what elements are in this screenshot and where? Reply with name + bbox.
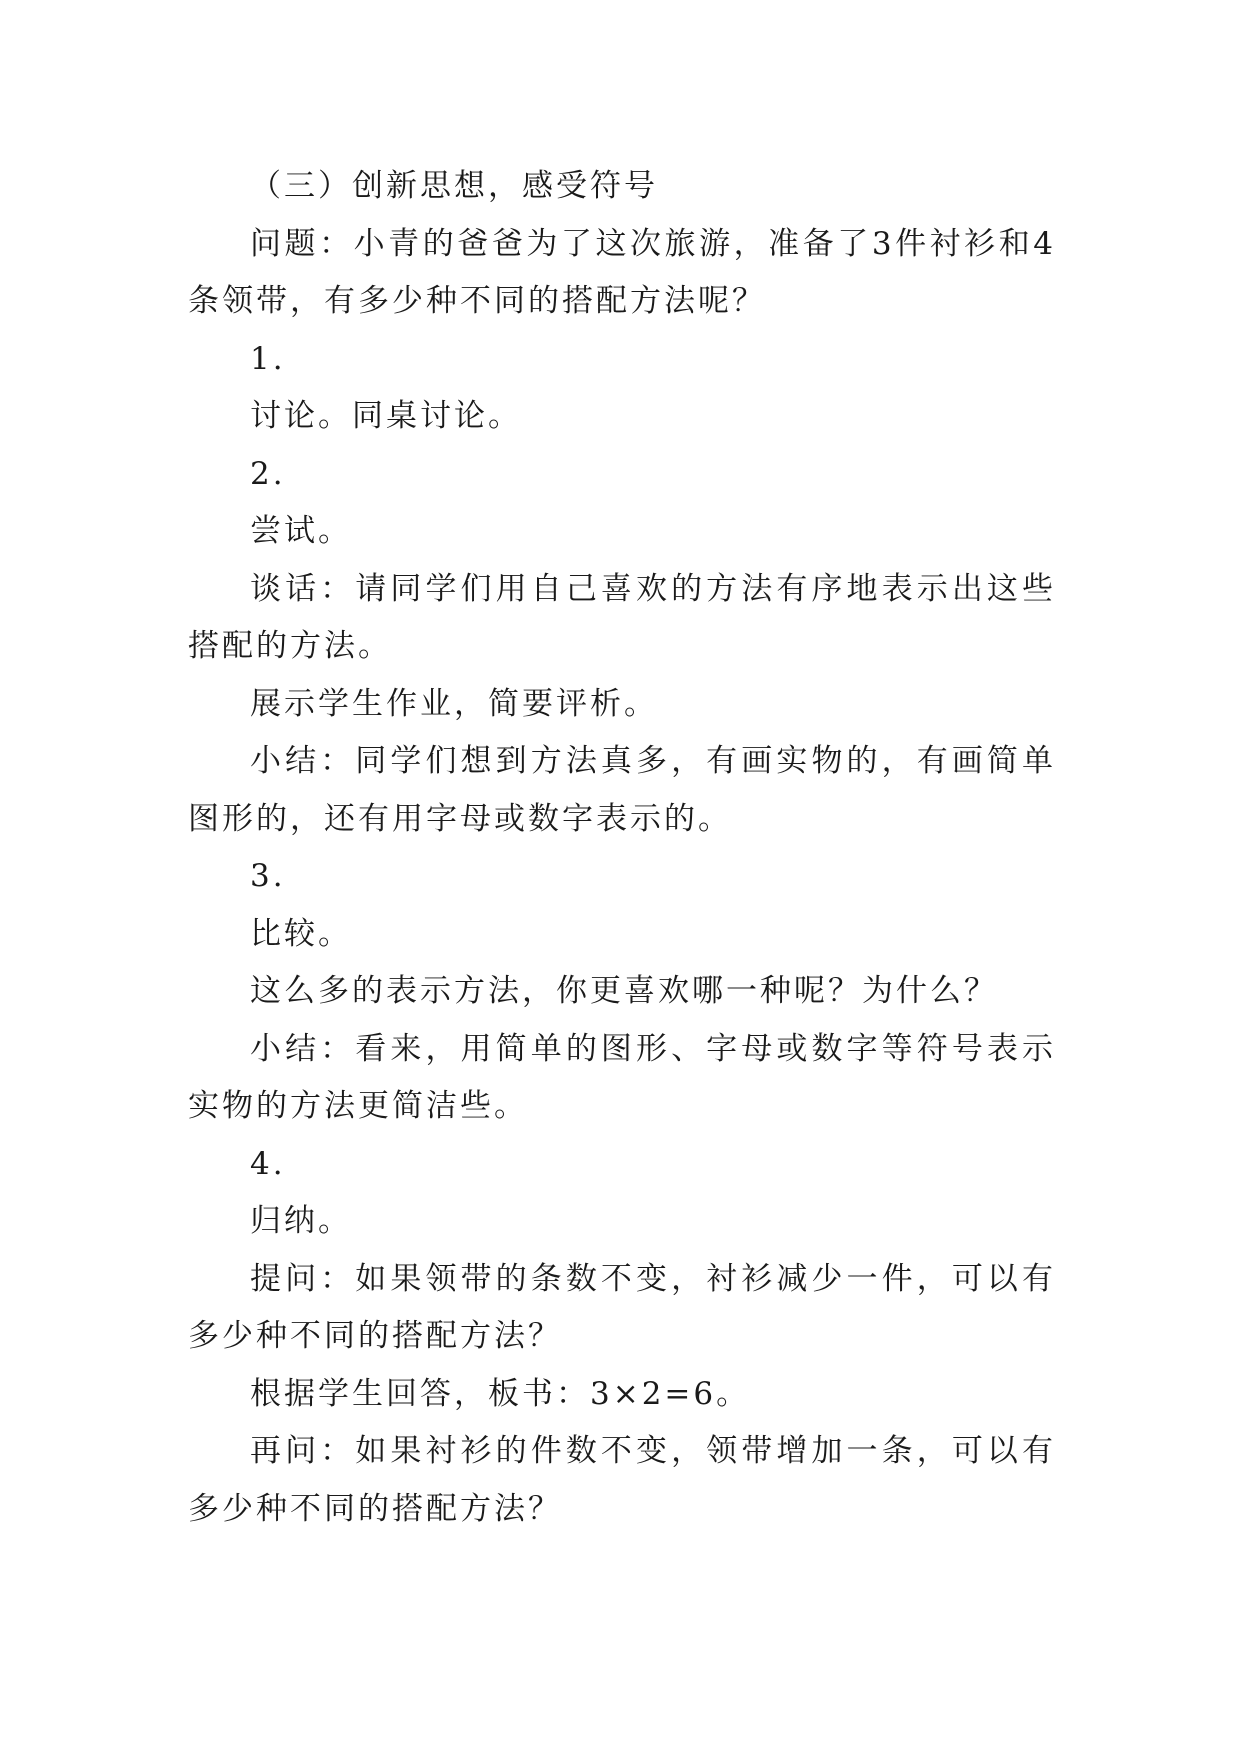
paragraph-which: 这么多的表示方法，你更喜欢哪一种呢？为什么？ (250, 973, 998, 1009)
paragraph-try: 尝试。 (250, 513, 352, 549)
paragraph-ask-1: 提问：如果领带的条数不变，衬衫减少一件，可以有多少种不同的搭配方法？ (188, 1260, 1056, 1354)
step-number-4: 4. (250, 1145, 286, 1182)
paragraph-board: 根据学生回答，板书：3×2=6。 (250, 1375, 751, 1412)
paragraph-question: 问题：小青的爸爸为了这次旅游，准备了3件衬衫和4条领带，有多少种不同的搭配方法呢？ (188, 225, 1056, 319)
document-page (188, 158, 1056, 1538)
paragraph-compare: 比较。 (250, 915, 352, 952)
step-number-2: 2. (250, 455, 286, 492)
section-heading: （三）创新思想，感受符号 (250, 168, 658, 204)
paragraph-show: 展示学生作业，简要评析。 (250, 685, 658, 722)
paragraph-discuss: 讨论。同桌讨论。 (250, 398, 522, 434)
step-number-1: 1. (250, 340, 286, 377)
paragraph-summary-2: 小结：看来，用简单的图形、字母或数字等符号表示实物的方法更简洁些。 (188, 1030, 1056, 1124)
paragraph-ask-2: 再问：如果衬衫的件数不变，领带增加一条，可以有多少种不同的搭配方法？ (188, 1433, 1056, 1527)
step-number-3: 3. (250, 858, 286, 894)
paragraph-induce: 归纳。 (250, 1203, 352, 1239)
paragraph-summary-1: 小结：同学们想到方法真多，有画实物的，有画简单图形的，还有用字母或数字表示的。 (188, 743, 1056, 837)
paragraph-talk: 谈话：请同学们用自己喜欢的方法有序地表示出这些搭配的方法。 (188, 570, 1056, 664)
